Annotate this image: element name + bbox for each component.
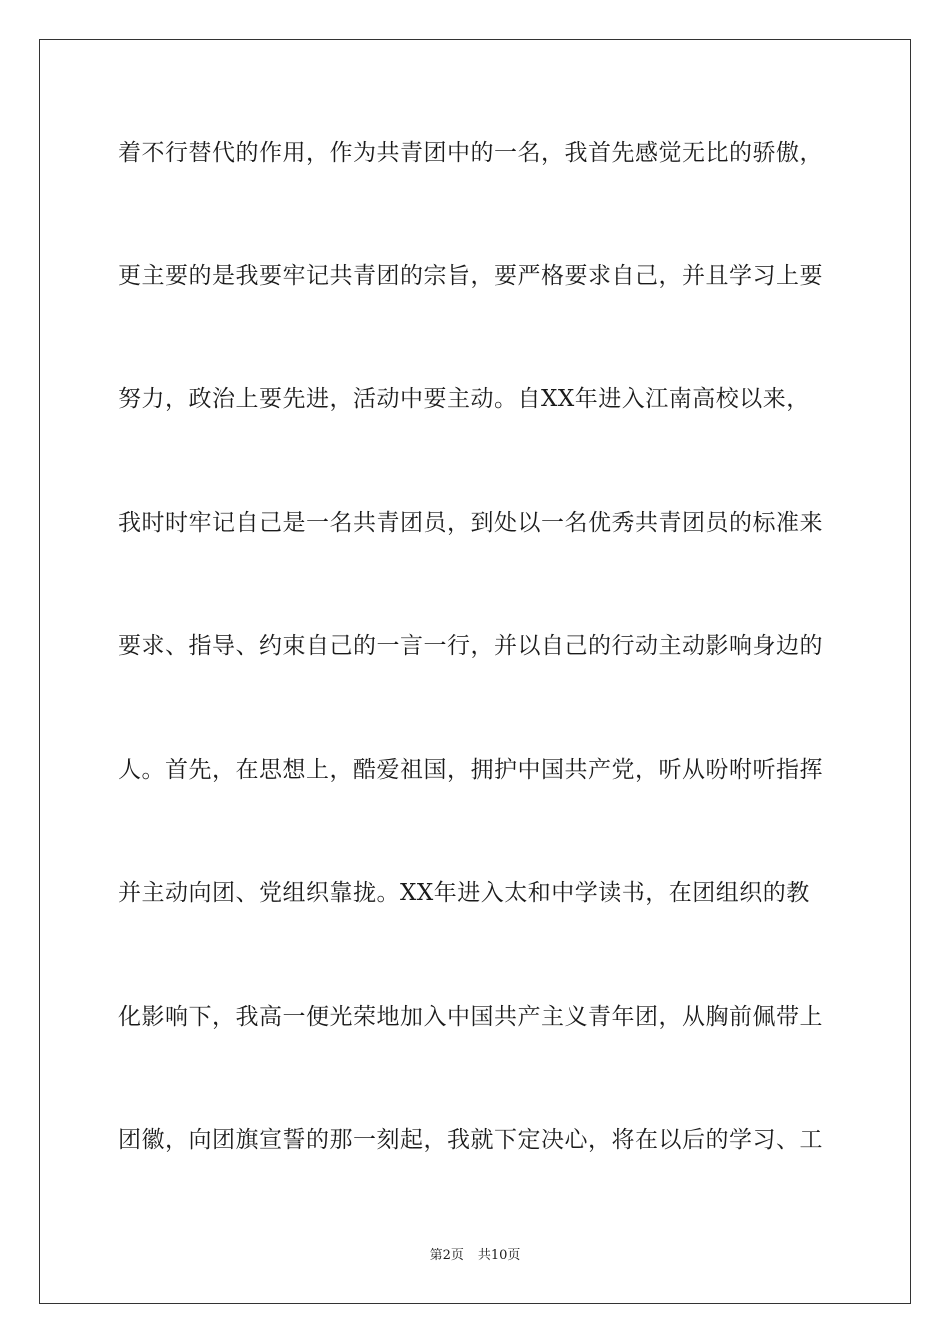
- page-number: 第2页: [429, 1248, 464, 1263]
- page-border: [39, 39, 911, 1304]
- text-line: 着不行替代的作用，作为共青团中的一名，我首先感觉无比的骄傲，: [118, 140, 823, 166]
- text-line: 团徽，向团旗宣誓的那一刻起，我就下定决心，将在以后的学习、工: [118, 1127, 823, 1153]
- text-line: 更主要的是我要牢记共青团的宗旨，要严格要求自己，并且学习上要: [118, 263, 823, 289]
- page-total: 共10页: [477, 1248, 521, 1263]
- text-line: 人。首先，在思想上，酷爱祖国，拥护中国共产党，听从吩咐听指挥: [118, 757, 823, 783]
- text-line: 我时时牢记自己是一名共青团员，到处以一名优秀共青团员的标准来: [118, 510, 823, 536]
- text-line: 努力，政治上要先进，活动中要主动。自XX年进入江南高校以来，: [118, 386, 810, 412]
- text-line: 并主动向团、党组织靠拢。XX年进入太和中学读书，在团组织的教: [118, 880, 810, 906]
- text-line: 化影响下，我高一便光荣地加入中国共产主义青年团，从胸前佩带上: [118, 1004, 823, 1030]
- page-footer: [0, 1247, 950, 1265]
- text-line: 要求、指导、约束自己的一言一行，并以自己的行动主动影响身边的: [118, 633, 823, 659]
